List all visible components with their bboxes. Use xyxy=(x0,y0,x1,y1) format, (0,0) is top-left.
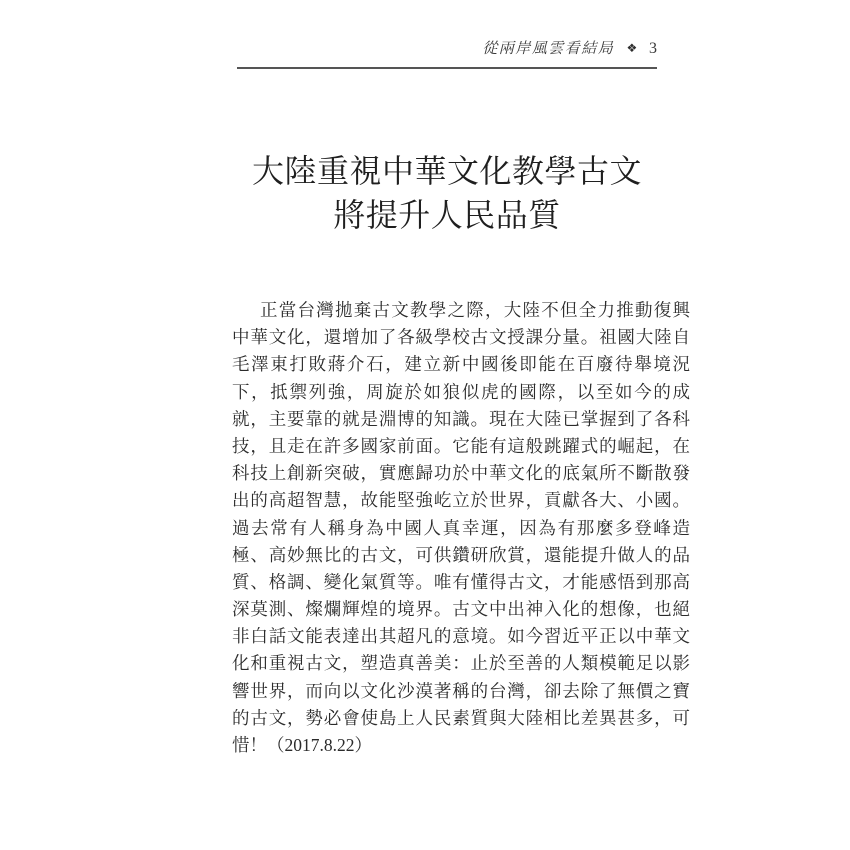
page-number: 3 xyxy=(649,40,657,57)
body-line: 深莫測、燦爛輝煌的境界。古文中出神入化的想像，也絕 xyxy=(232,599,690,620)
chapter-title-line2: 將提升人民品質 xyxy=(333,197,561,233)
ornament-diamond-icon: ❖ xyxy=(626,41,639,55)
body-line: 就，主要靠的就是淵博的知識。現在大陸已掌握到了各科 xyxy=(232,408,690,429)
chapter-title-line1: 大陸重視中華文化教學古文 xyxy=(251,153,642,189)
running-head-title: 從兩岸風雲看結局 xyxy=(482,41,615,57)
body-line: 化和重視古文，塑造真善美：止於至善的人類模範足以影 xyxy=(232,653,690,674)
body-line: 毛澤東打敗蔣介石，建立新中國後即能在百廢待舉境況 xyxy=(232,354,690,375)
body-line: 科技上創新突破，實應歸功於中華文化的底氣所不斷散發 xyxy=(232,463,690,484)
body-line: 的古文，勢必會使島上人民素質與大陸相比差異甚多，可 xyxy=(232,707,690,728)
body-line: 下，抵禦列強，周旋於如狼似虎的國際，以至如今的成 xyxy=(232,381,690,402)
body-line: 惜！（2017.8.22） xyxy=(232,735,372,755)
body-text xyxy=(232,297,690,759)
body-line: 質、格調、變化氣質等。唯有懂得古文，才能感悟到那高 xyxy=(232,571,690,592)
body-line: 過去常有人稱身為中國人真幸運，因為有那麼多登峰造 xyxy=(232,517,690,538)
header-rule xyxy=(237,67,657,69)
body-line: 技，且走在許多國家前面。它能有這般跳躍式的崛起，在 xyxy=(232,435,690,456)
body-line: 響世界，而向以文化沙漠著稱的台灣，卻去除了無價之寶 xyxy=(232,680,690,701)
body-line: 極、高妙無比的古文，可供鑽研欣賞，還能提升做人的品 xyxy=(232,544,690,565)
body-line: 中華文化，還增加了各級學校古文授課分量。祖國大陸自 xyxy=(232,327,690,348)
body-line: 出的高超智慧，故能堅強屹立於世界，貢獻各大、小國。 xyxy=(232,490,690,511)
chapter-title xyxy=(237,149,657,237)
running-head xyxy=(237,38,657,60)
body-line: 非白話文能表達出其超凡的意境。如今習近平正以中華文 xyxy=(232,626,690,647)
body-line: 正當台灣拋棄古文教學之際，大陸不但全力推動復興 xyxy=(260,300,690,320)
